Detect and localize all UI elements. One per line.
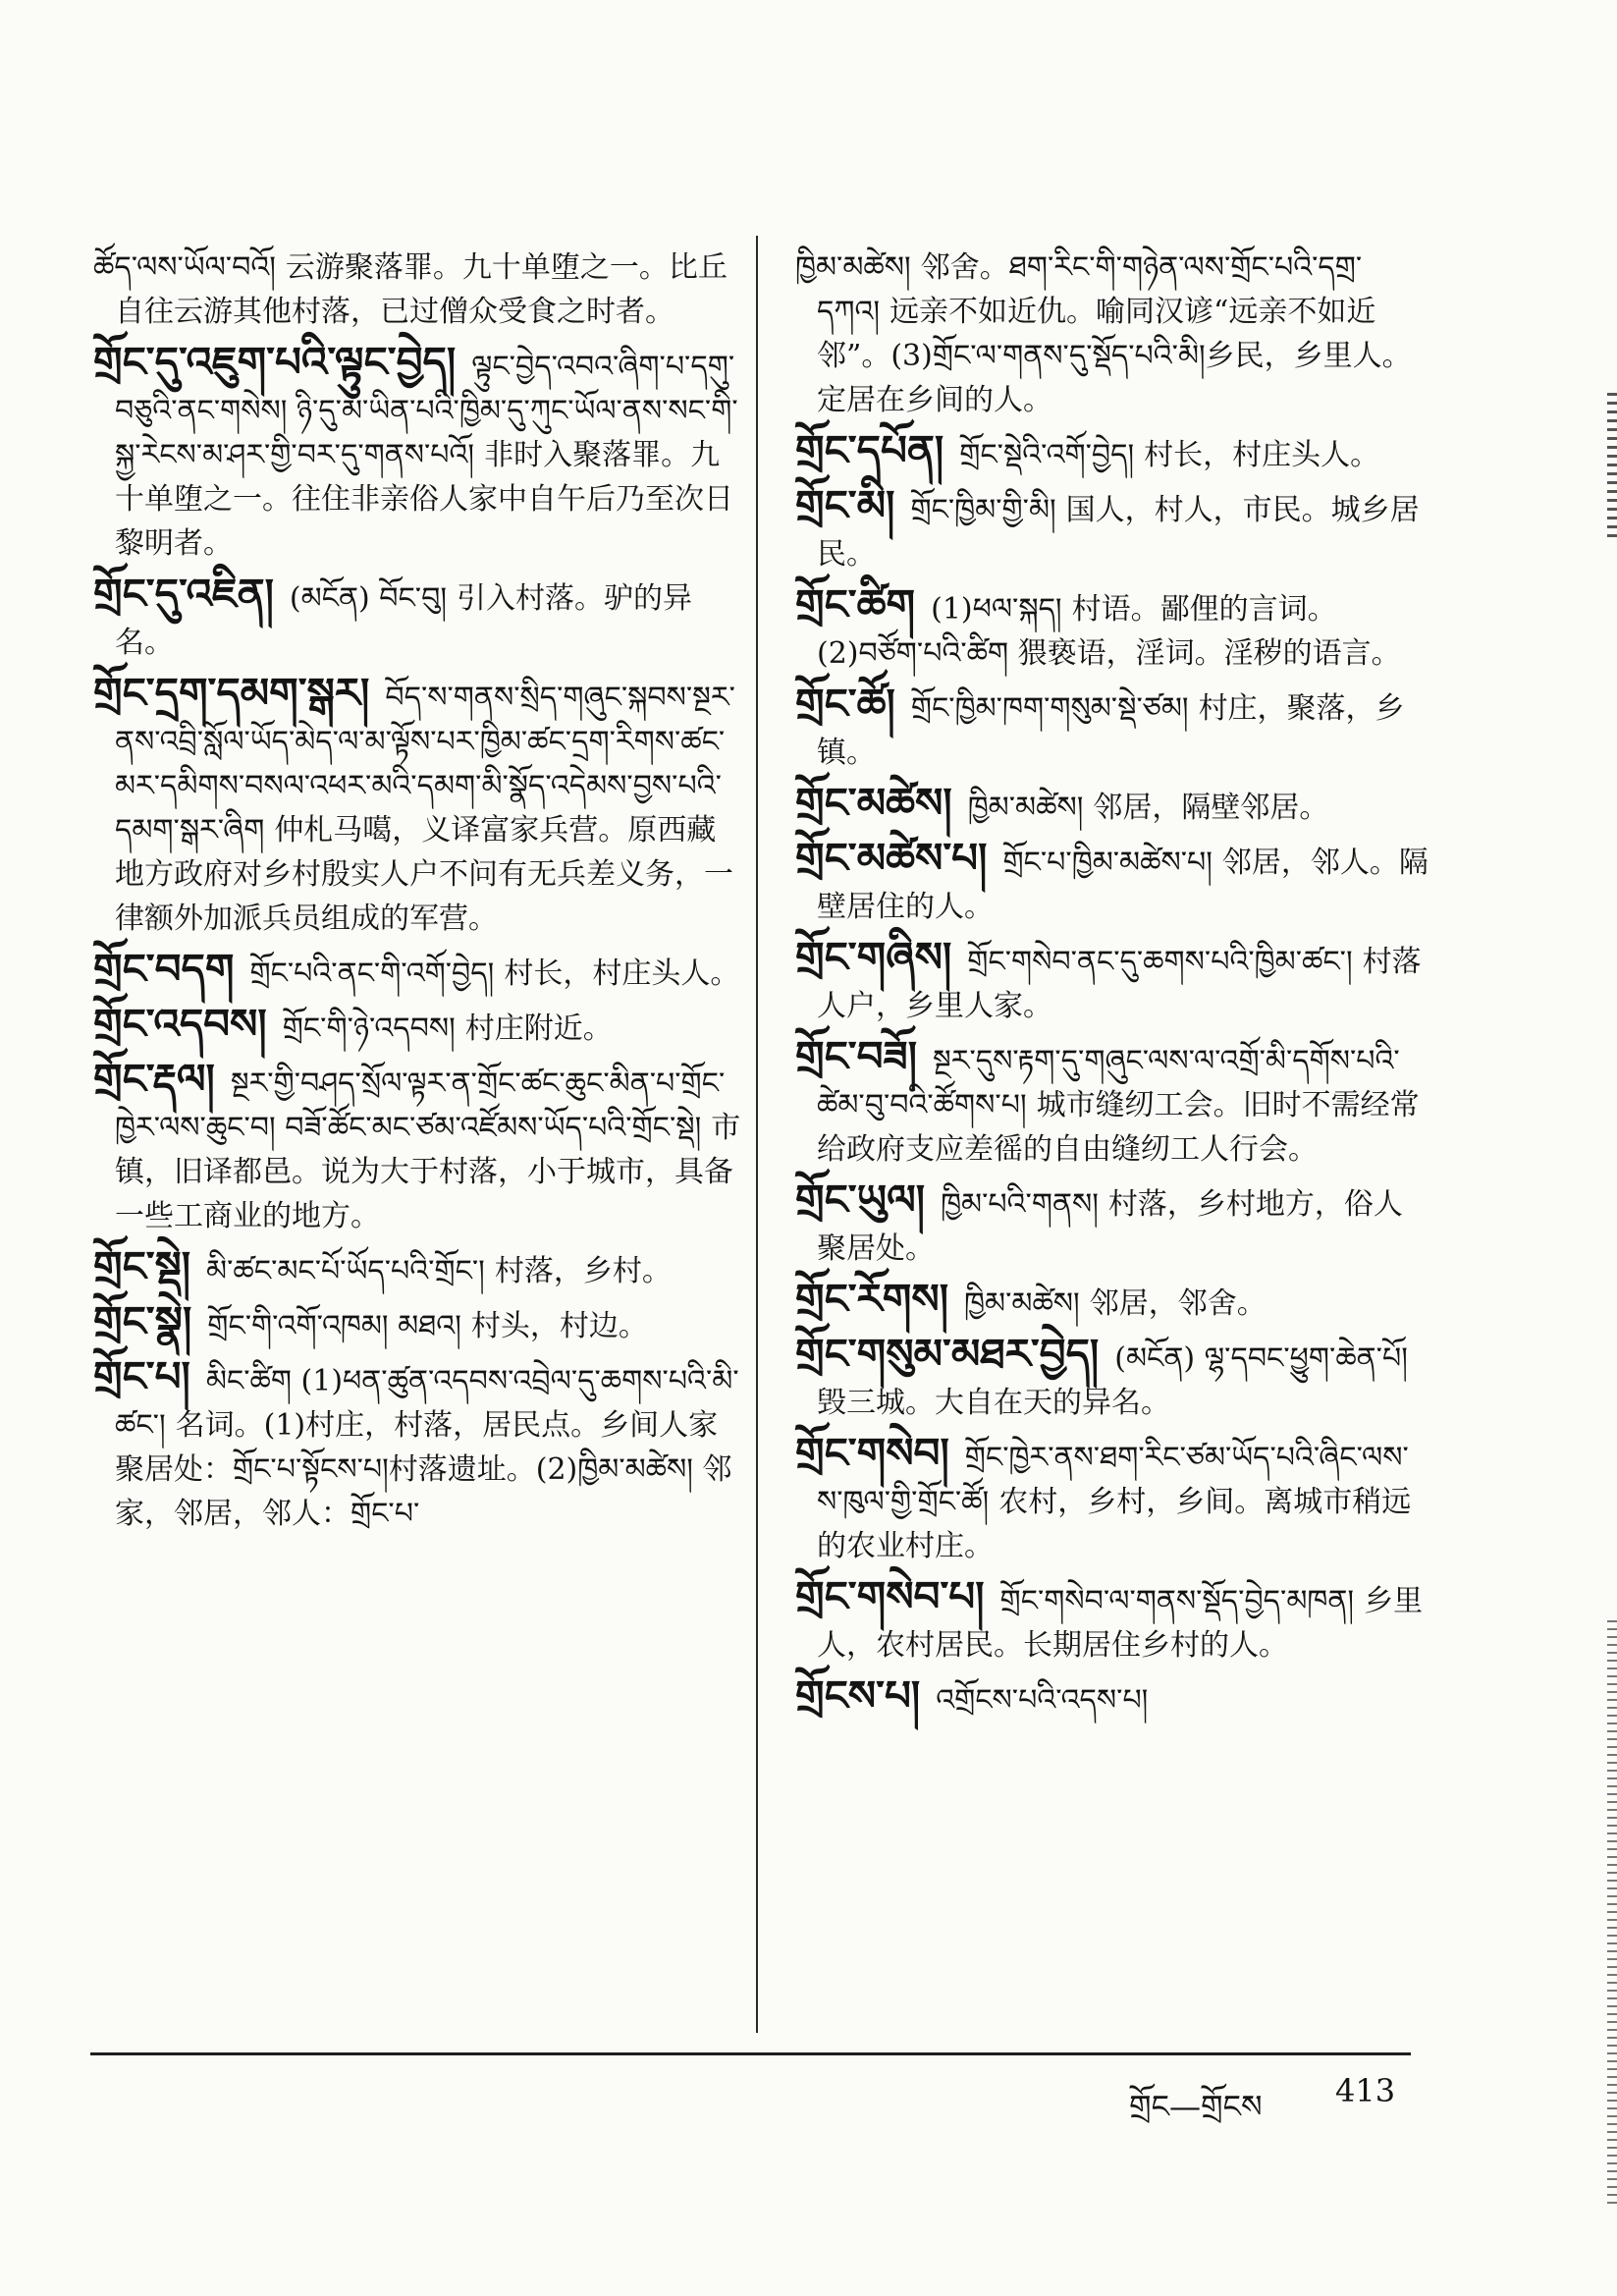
chinese-text: 村庄附近。	[464, 1011, 613, 1046]
chinese-text: 国人，村人，市民。城乡居民。	[817, 493, 1420, 572]
dictionary-entry	[93, 1299, 741, 1348]
dictionary-entry	[93, 340, 741, 566]
headword: གྲོང་དཔོན།	[795, 426, 944, 474]
tibetan-text: གྲོང་གི་ཉེ་འདབས།	[282, 1011, 456, 1046]
dictionary-entry	[93, 947, 741, 996]
headword: གྲོང་མཚེས།	[795, 779, 952, 827]
dictionary-entry	[93, 1244, 741, 1293]
tibetan-text: གྲོང་གི་འགོ་འཁམ། མཐའ།	[207, 1309, 461, 1343]
dictionary-entry	[795, 836, 1428, 929]
headword: གྲོང་རྡལ།	[93, 1055, 215, 1103]
tibetan-text: གྲོང་ཁྱིམ་གྱི་མི།	[910, 493, 1056, 527]
headword: གྲོང་བཟོ།	[795, 1032, 918, 1080]
chinese-text: 邻舍。	[920, 250, 1009, 285]
headword: གྲོང་ཡུལ།	[795, 1175, 926, 1224]
headword: གྲོང་དུ་འཇུག་པའི་ལྟུང་བྱེད།	[93, 338, 457, 386]
chinese-text: 非时入聚落罪。九十单堕之一。往住非亲俗人家中自午后乃至次日黎明者。	[115, 438, 733, 561]
dictionary-entry	[795, 1034, 1428, 1172]
tibetan-text: སྔར་དུས་རྟག་དུ་གཞུང་ལས་ལ་འགྲོ་མི་དགོས་པའི་ཚེམ་བུ་བའི་ཚོགས་པ།	[817, 1044, 1400, 1122]
dictionary-entry	[93, 246, 741, 334]
chinese-text: 村庄，聚落，乡镇。	[817, 691, 1405, 770]
dictionary-entry	[795, 1574, 1428, 1667]
page-number: 413	[1335, 2072, 1396, 2109]
headword: གྲོང་ཚིག	[795, 580, 916, 629]
tibetan-text: (མངོན) ལྷ་དབང་ཕྱུག་ཆེན་པོ།	[1114, 1341, 1408, 1376]
tibetan-text: གྲོང་ཁྱེར་ནས་ཐག་རིང་ཙམ་ཡོད་པའི་ཞིང་ལས་ས་ཁུལ་གྱི་གྲོང་ཚོ།	[817, 1441, 1409, 1519]
headword: གྲོང་མི།	[795, 481, 895, 529]
dictionary-entry	[795, 582, 1428, 676]
chinese-text: 邻居，邻舍。	[1089, 1286, 1267, 1321]
chinese-text: 村落，乡村。	[494, 1254, 672, 1288]
headword: གྲོང་གསུམ་མཐར་བྱེད།	[795, 1330, 1100, 1378]
chinese-text: 毁三城。大自在天的异名。	[817, 1386, 1170, 1420]
dictionary-entry	[795, 1277, 1428, 1326]
tibetan-text: གྲོང་སྡེའི་འགོ་བྱེད།	[959, 438, 1135, 472]
tibetan-text: གྲོང་པ་ཁྱིམ་མཚེས་པ།	[1002, 846, 1213, 880]
column-divider	[756, 236, 758, 2033]
tibetan-text: བོད་ས་གནས་སྲིད་གཞུང་སྐབས་སྔར་ནས་འབྲི་སློལ་ཡོད་མེད་ལ་མ་ལྟོས་པར་ཁྱིམ་ཚང་དྲག་རིགས་ཚང་མར་དམིགས་བསལ་འཕར་མའི་དམག་མི་སྣོད་འདེམས་བྱས་པའི་དམག་སྒར་ཞིག	[115, 681, 735, 847]
tibetan-text: ཁྱིམ་མཚེས།	[967, 791, 1084, 825]
chinese-text: 村语。鄙俚的言词。(2)བཙོག་པའི་ཚིག 猥亵语，淫词。淫秽的语言。	[817, 592, 1401, 671]
tibetan-text: (1)ཕལ་སྐད།	[931, 592, 1062, 627]
headword: གྲོང་ཚོ།	[795, 680, 895, 728]
tibetan-text: ཐག་རིང་གི་གཉེན་ལས་གྲོང་པའི་དགྲ་དཀའ།	[817, 250, 1363, 329]
dictionary-entry	[795, 682, 1428, 775]
chinese-text: 名词。(1)村庄，村落，居民点。乡间人家聚居处：གྲོང་པ་སྟོངས་པ།村落遗址。(2)ཁྱིམ་མཚེས། 邻家，邻居，邻人：གྲོང་པ་	[115, 1408, 732, 1531]
dictionary-entry	[795, 428, 1428, 477]
headword: གྲོང་སྡེ།	[93, 1242, 191, 1290]
right-column	[795, 246, 1428, 1728]
tibetan-text: སྔར་གྱི་བཤད་སྲོལ་ལྟར་ན་གྲོང་ཚང་ཆུང་མིན་པ་གྲོང་ཁྱེར་ལས་ཆུང་བ། བཟོ་ཚོང་མང་ཙམ་འཛོམས་ཡོད་པའི་གྲོང་སྡེ།	[115, 1066, 726, 1145]
chinese-text: 云游聚落罪。九十单堕之一。比丘自往云游其他村落，已过僧众受食之时者。	[115, 250, 728, 329]
guide-words: གྲོང—གྲོངས	[1129, 2088, 1263, 2125]
headword: གྲོང་མཚེས་པ།	[795, 834, 988, 882]
chinese-text: 引入村落。驴的异名。	[115, 581, 692, 660]
chinese-text: 村落，乡村地方，俗人聚居处。	[817, 1187, 1403, 1266]
tibetan-text: ཁྱིམ་མཚེས།	[964, 1286, 1080, 1321]
chinese-text: 农村，乡村，乡间。离城市稍远的农业村庄。	[817, 1485, 1412, 1563]
tibetan-text: ལྟུང་བྱེད་འབའ་ཞིག་པ་དགུ་བཅུའི་ནང་གསེས། ཉི་དུ་མ་ཡིན་པའི་ཁྱིམ་དུ་ཀུང་ཡོལ་ནས་སང་གི་སྐྱ་རེངས་མ་ཤར་གྱི་བར་དུ་གནས་པའོ།	[115, 350, 738, 472]
dictionary-entry	[795, 483, 1428, 576]
tibetan-text: གྲོང་པའི་ནང་གི་འགོ་བྱེད།	[249, 957, 495, 991]
headword: གྲོང་རོགས།	[795, 1275, 949, 1323]
footer-rule	[90, 2052, 1411, 2055]
dictionary-entry	[93, 572, 741, 665]
dictionary-entry	[795, 1673, 1428, 1722]
chinese-text: 城市缝纫工会。旧时不需经常给政府支应差徭的自由缝纫工人行会。	[817, 1088, 1420, 1167]
chinese-text: 仲札马噶，义译富家兵营。原西藏地方政府对乡村殷实人户不问有无兵差义务，一律额外加派兵员组成的军营。	[115, 813, 733, 936]
scan-edge-marks	[1607, 393, 1617, 540]
dictionary-entry	[93, 1354, 741, 1536]
chinese-text: 邻居，隔壁邻居。	[1093, 791, 1329, 825]
headword: གྲོང་སྣེ།	[93, 1297, 192, 1345]
headword: གྲོང་དུ་འཇིན།	[93, 570, 274, 618]
dictionary-entry	[93, 1002, 741, 1051]
headword: གྲོང་པ།	[93, 1352, 190, 1400]
headword: གྲོང་འདབས།	[93, 1000, 267, 1048]
headword: གྲོང་གསེབ་པ།	[795, 1572, 985, 1620]
tibetan-text: གྲོང་ཁྱིམ་ཁག་གསུམ་སྡེ་ཙམ།	[910, 691, 1189, 726]
headword: གྲོང་གཞིས།	[795, 933, 952, 981]
tibetan-text: ཁྱིམ་མཚེས།	[795, 250, 911, 285]
tibetan-text: གྲོང་གསེབ་ལ་གནས་སྡོད་བྱེད་མཁན།	[999, 1584, 1355, 1618]
dictionary-entry	[795, 1332, 1428, 1425]
tibetan-text: (མངོན) བོང་བུ།	[289, 581, 447, 616]
tibetan-text: མི་ཚང་མང་པོ་ཡོད་པའི་གྲོང་།	[206, 1254, 485, 1288]
chinese-text: 村落人户，乡里人家。	[817, 945, 1422, 1023]
tibetan-text: ཁྱིམ་པའི་གནས།	[941, 1187, 1099, 1222]
tibetan-text: གྲོང་གསེབ་ནང་དུ་ཆགས་པའི་ཁྱིམ་ཚང་།	[967, 945, 1353, 979]
headword: གྲོངས་པ།	[795, 1671, 921, 1720]
chinese-text: 村头，村边。	[470, 1309, 648, 1343]
tibetan-text: ཚོད་ལས་ཡོལ་བའོ།	[93, 250, 276, 285]
dictionary-entry	[795, 781, 1428, 830]
scan-edge-marks	[1607, 1620, 1617, 2210]
headword: གྲོང་བདག	[93, 945, 235, 993]
left-column	[93, 246, 741, 1542]
dictionary-entry	[795, 935, 1428, 1028]
chinese-text: 乡里人，农村居民。长期居住乡村的人。	[817, 1584, 1424, 1663]
tibetan-text: འགྲོངས་པའི་འདས་པ།	[936, 1683, 1149, 1718]
chinese-text: 市镇，旧译都邑。说为大于村落，小于城市，具备一些工商业的地方。	[115, 1111, 741, 1233]
headword: གྲོང་དྲག་དམག་སྒར།	[93, 669, 370, 717]
dictionary-entry	[93, 671, 741, 941]
chinese-text: 乡民，乡里人。定居在乡间的人。	[817, 339, 1412, 417]
dictionary-entry	[795, 246, 1428, 422]
chinese-text: 远亲不如近仇。喻同汉谚“远亲不如近邻”。(3)གྲོང་ལ་གནས་དུ་སྡོད་པའི་མི།	[817, 295, 1376, 373]
chinese-text: 村长，村庄头人。	[504, 957, 740, 991]
tibetan-text: མིང་ཚིག (1)ཕན་ཚུན་འདབས་འབྲེལ་དུ་ཆགས་པའི་མི་ཚང་།	[115, 1364, 739, 1443]
chinese-text: 村长，村庄头人。	[1144, 438, 1380, 472]
dictionary-entry	[795, 1431, 1428, 1568]
dictionary-entry	[795, 1177, 1428, 1271]
dictionary-entry	[93, 1057, 741, 1238]
chinese-text: 邻居，邻人。隔壁居住的人。	[817, 846, 1428, 924]
headword: གྲོང་གསེབ།	[795, 1429, 949, 1477]
